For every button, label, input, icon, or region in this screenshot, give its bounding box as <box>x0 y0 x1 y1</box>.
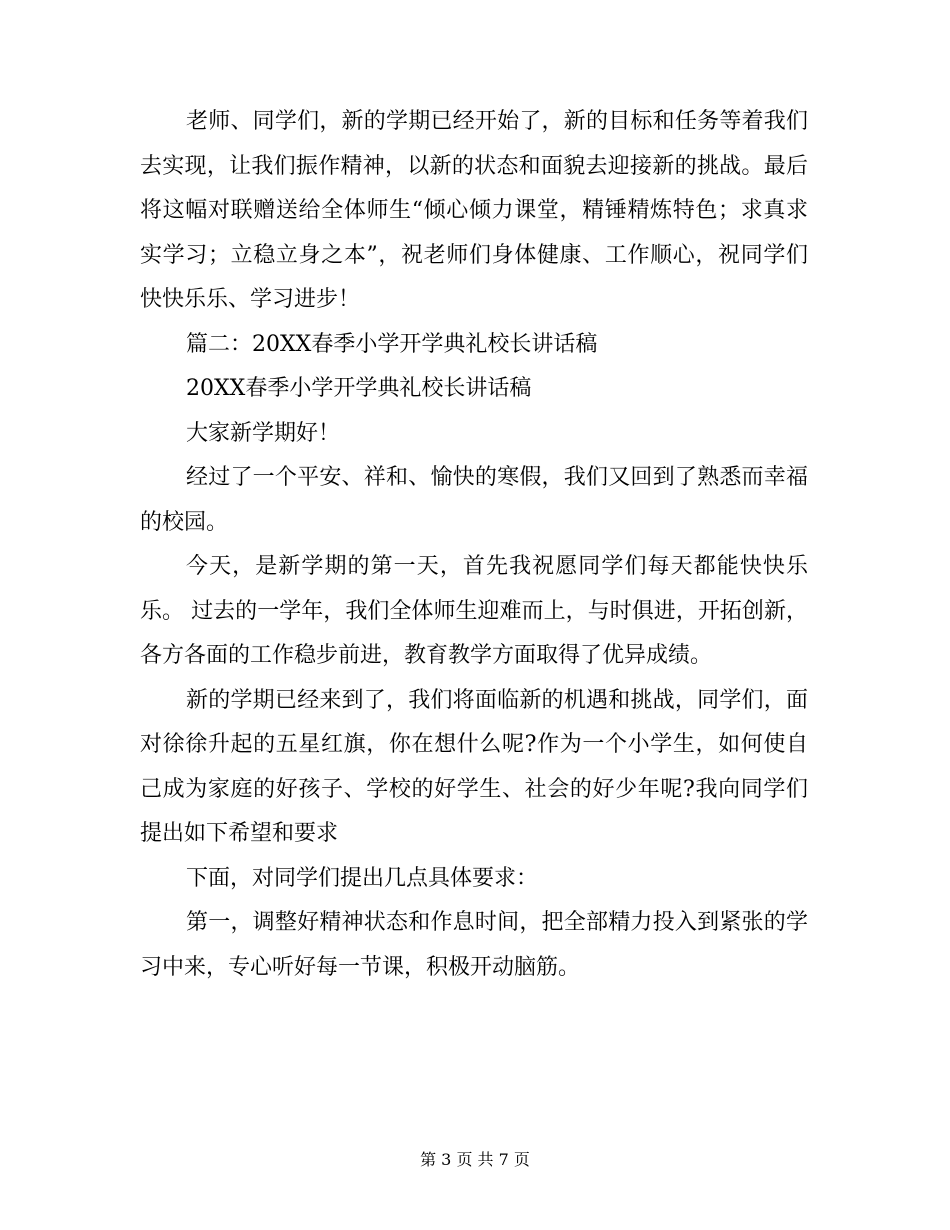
paragraph-requirements-intro: 下面，对同学们提出几点具体要求： <box>186 865 539 891</box>
page-footer <box>0 1148 950 1172</box>
paragraph-section-heading: 篇二：20XX春季小学开学典礼校长讲话稿 <box>186 331 598 357</box>
paragraph-new-semester: 新的学期已经来到了，我们将面临新的机遇和挑战，同学们，面对徐徐升起的五星红旗，你在想什么呢?作为一个小学生，如何使自己成为家庭的好孩子、学校的好学生、社会的好少年呢?我向同学们提出如下希望和要求 <box>140 687 808 846</box>
document-body <box>140 100 808 990</box>
paragraph-speech-title: 20XX春季小学开学典礼校长讲话稿 <box>186 376 532 401</box>
page-number: 第 3 页 共 7 页 <box>420 1150 530 1169</box>
paragraph-winter-break: 经过了一个平安、祥和、愉快的寒假，我们又回到了熟悉而幸福的校园。 <box>140 465 808 535</box>
paragraph-first-day: 今天，是新学期的第一天，首先我祝愿同学们每天都能快快乐乐。 过去的一学年，我们全体师生迎难而上，与时俱进，开拓创新，各方各面的工作稳步前进，教育教学方面取得了优异成绩。 <box>140 554 808 668</box>
paragraph-closing-remarks: 老师、同学们，新的学期已经开始了，新的目标和任务等着我们去实现，让我们振作精神，以新的状态和面貌去迎接新的挑战。最后将这幅对联赠送给全体师生“倾心倾力课堂，精锤精炼特色；求真求实学习；立稳立身之本”，祝老师们身体健康、工作顺心，祝同学们快快乐乐、学习进步！ <box>140 109 808 312</box>
paragraph-greeting: 大家新学期好！ <box>186 420 341 446</box>
paragraph-requirement-one: 第一，调整好精神状态和作息时间，把全部精力投入到紧张的学习中来，专心听好每一节课，积极开动脑筋。 <box>140 910 808 980</box>
